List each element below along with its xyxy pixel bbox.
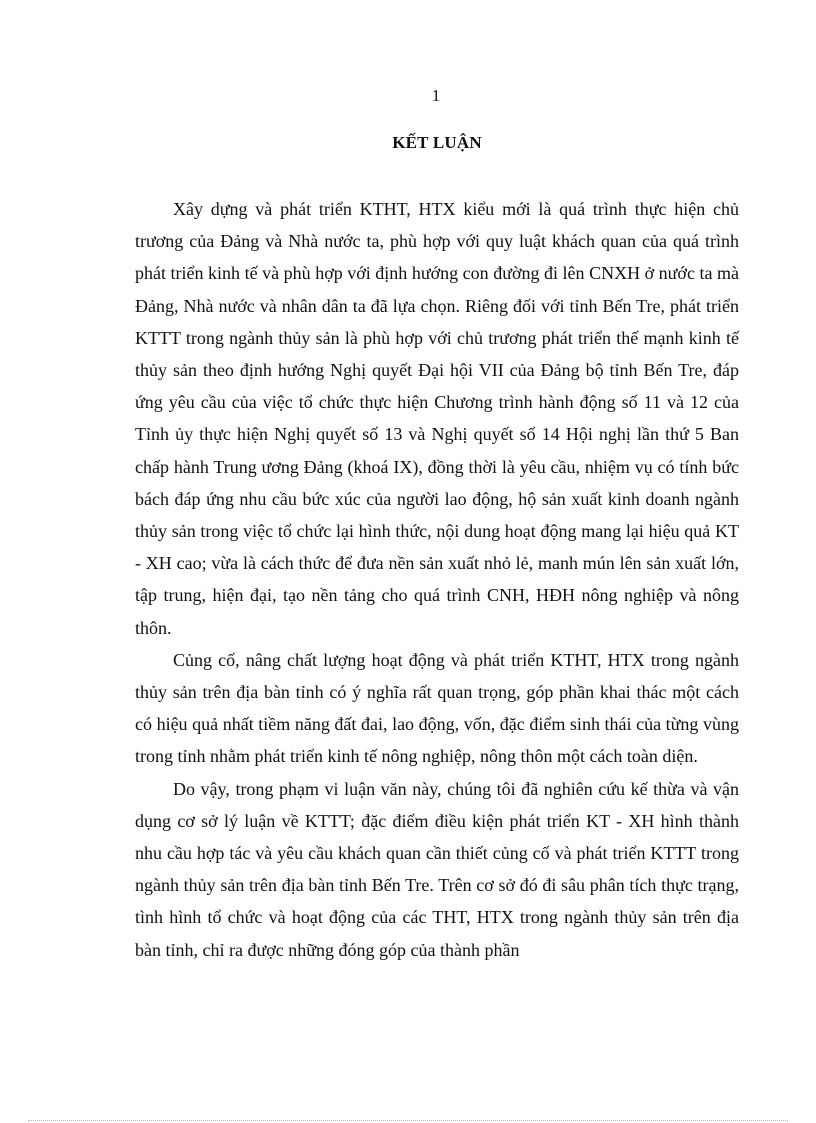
- page-title: KẾT LUẬN: [392, 133, 482, 152]
- body-text: [135, 193, 739, 966]
- paragraph-2: Củng cố, nâng chất lượng hoạt động và phát triển KTHT, HTX trong ngành thủy sản trên địa bàn tỉnh có ý nghĩa rất quan trọng, góp phần khai thác một cách có hiệu quả nhất tiềm năng đất đai, lao động, vốn, đặc điểm sinh thái của từng vùng trong tỉnh nhằm phát triển kinh tế nông nghiệp, nông thôn một cách toàn diện.: [135, 649, 739, 767]
- page-number: 1: [431, 86, 441, 105]
- paragraph-3: Do vậy, trong phạm vi luận văn này, chúng tôi đã nghiên cứu kế thừa và vận dụng cơ sở lý luận về KTTT; đặc điểm điều kiện phát triển KT - XH hình thành nhu cầu hợp tác và yêu cầu khách quan cần thiết củng cố và phát triển KTTT trong ngành thủy sản trên địa bàn tỉnh Bến Tre. Trên cơ sở đó đi sâu phân tích thực trạng, tình hình tổ chức và hoạt động của các THT, HTX trong ngành thủy sản trên địa bàn tỉnh, chỉ ra được những đóng góp của thành phần: [135, 778, 739, 960]
- page-bottom-divider: [28, 1120, 788, 1121]
- paragraph-1: Xây dựng và phát triển KTHT, HTX kiểu mới là quá trình thực hiện chủ trương của Đảng và Nhà nước ta, phù hợp với quy luật khách quan của quá trình phát triển kinh tế và phù hợp với định hướng con đường đi lên CNXH ở nước ta mà Đảng, Nhà nước và nhân dân ta đã lựa chọn. Riêng đối với tỉnh Bến Tre, phát triển KTTT trong ngành thủy sản là phù hợp với chủ trương phát triển thế mạnh kinh tế thủy sản theo định hướng Nghị quyết Đại hội VII của Đảng bộ tỉnh Bến Tre, đáp ứng yêu cầu của việc tổ chức thực hiện Chương trình hành động số 11 và 12 của Tỉnh ủy thực hiện Nghị quyết số 13 và Nghị quyết số 14 Hội nghị lần thứ 5 Ban chấp hành Trung ương Đảng (khoá IX), đồng thời là yêu cầu, nhiệm vụ có tính bức bách đáp ứng nhu cầu bức xúc của người lao động, hộ sản xuất kinh doanh ngành thủy sản trong việc tổ chức lại hình thức, nội dung hoạt động mang lại hiệu quả KT - XH cao; vừa là cách thức để đưa nền sản xuất nhỏ lẻ, manh mún lên sản xuất lớn, tập trung, hiện đại, tạo nền tảng cho quá trình CNH, HĐH nông nghiệp và nông thôn.: [135, 199, 739, 638]
